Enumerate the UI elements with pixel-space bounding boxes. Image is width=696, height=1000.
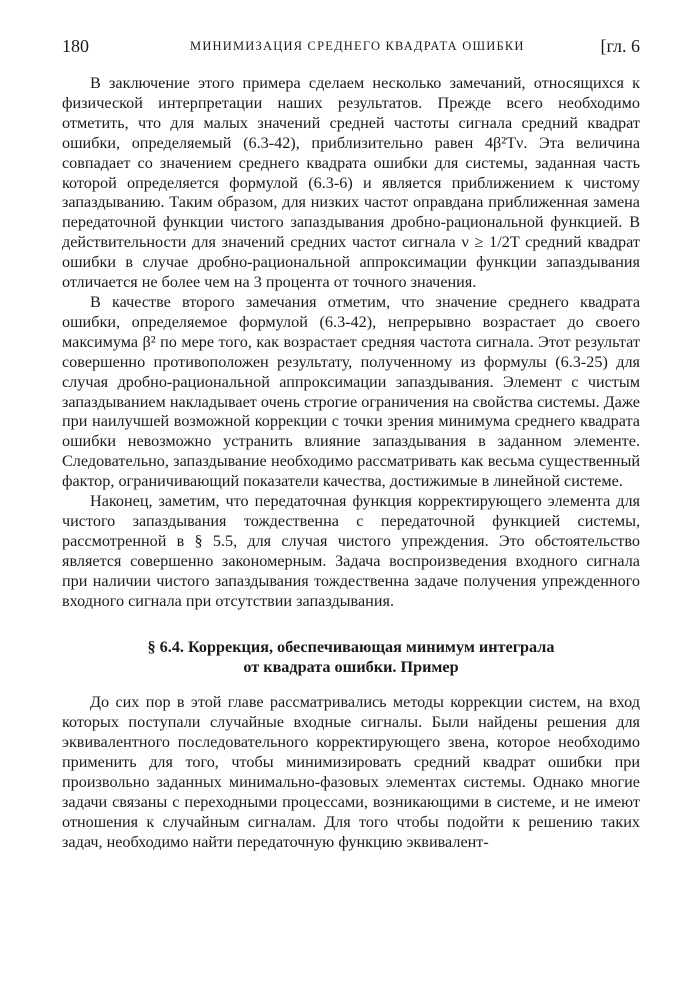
paragraph-second-remark: В качестве второго замечания отметим, что значение среднего квадрата ошибки, определяемое формулой (6.3-42), непрерывно возрастает до своего максимума β² по мере того, как возрастает средняя частота сигнала. Этот результат совершенно противоположен результату, полученному из формулы (6.3-25) для случая дробно-рациональной аппроксимации запаздывания. Элемент с чистым запаздыванием накладывает очень строгие ограничения на свойства системы. Даже при наилучшей возможной коррекции с точки зрения минимума среднего квадрата ошибки невозможно устранить влияние запаздывания в заданном элементе. Следовательно, запаздывание необходимо рассматривать как весьма существенный фактор, ограничивающий показатели качества, достижимые в линейной системе. — [62, 292, 640, 491]
book-page — [62, 36, 640, 853]
section-heading-line-2: от квадрата ошибки. Пример — [243, 658, 459, 677]
page-body — [62, 74, 640, 853]
paragraph-remarks: В заключение этого примера сделаем несколько замечаний, относящихся к физической интерпретации наших результатов. Прежде всего необходимо отметить, что для малых значений средней частоты сигнала средний квадрат ошибки, определяемый (6.3-42), приблизительно равен 4β²Tν. Эта величина совпадает со значением среднего квадрата ошибки для системы, заданная часть которой определяется формулой (6.3-6) и является приближением к чистому запаздыванию. Таким образом, для низких частот оправдана приближенная замена передаточной функции чистого запаздывания дробно-рациональной функцией. В действительности для значений средних частот сигнала ν ≥ 1/2T средний квадрат ошибки в случае дробно-рациональной аппроксимации функции запаздывания отличается не более чем на 3 процента от точного значения. — [62, 74, 640, 292]
page-header — [62, 36, 640, 60]
section-paragraph: До сих пор в этой главе рассматривались методы коррекции систем, на вход которых поступали случайные входные сигналы. Были найдены решения для эквивалентного последовательного корректирующего звена, которое необходимо применить для того, чтобы минимизировать средний квадрат ошибки при произвольно заданных минимально-фазовых элементах системы. Однако многие задачи связаны с переходными процессами, возникающими в системе, и не имеют отношения к случайным сигналам. Для того чтобы подойти к решению таких задач, необходимо найти передаточную функцию эквивалент- — [62, 693, 640, 851]
running-title: МИНИМИЗАЦИЯ СРЕДНЕГО КВАДРАТА ОШИБКИ — [190, 39, 525, 53]
section-heading-line-1: § 6.4. Коррекция, обеспечивающая минимум интеграла — [147, 638, 555, 657]
section-heading — [62, 637, 640, 677]
page-number: 180 — [62, 36, 89, 56]
paragraph-final-remark: Наконец, заметим, что передаточная функция корректирующего элемента для чистого запаздывания тождественна с передаточной функцией системы, рассмотренной в § 5.5, для случая чистого упреждения. Это обстоятельство является совершенно закономерным. Задача воспроизведения входного сигнала при наличии чистого запаздывания тождественна задаче получения упрежденного входного сигнала при отсутствии запаздывания. — [62, 492, 640, 610]
chapter-reference: [гл. 6 — [600, 36, 640, 56]
